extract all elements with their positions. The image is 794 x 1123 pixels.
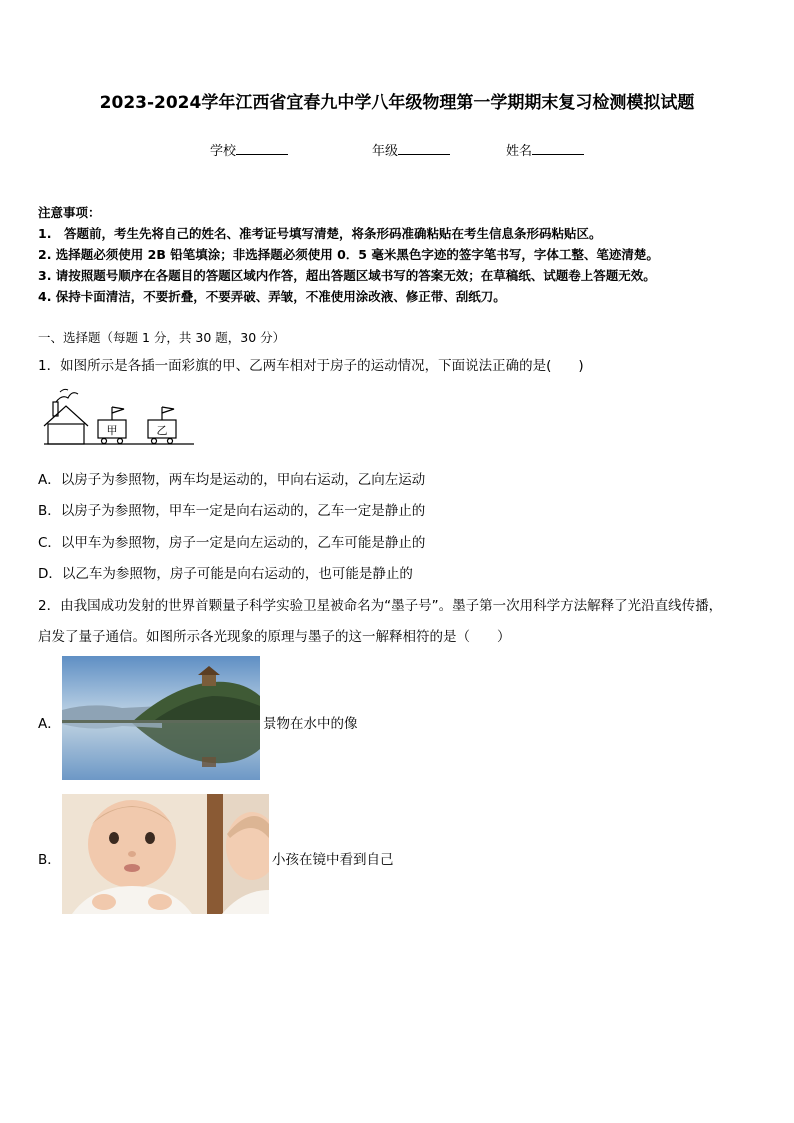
note-item: 4. 保持卡面清洁，不要折叠，不要弄破、弄皱，不准使用涂改液、修正带、刮纸刀。: [38, 289, 506, 304]
house-icon: [44, 389, 88, 444]
school-blank: [236, 142, 288, 155]
section-heading: 一、选择题（每题 1 分，共 30 题，30 分）: [38, 330, 286, 345]
q2-option-a-text: 景物在水中的像: [263, 716, 358, 732]
school-field: [210, 140, 288, 159]
question-1-stem: 1．如图所示是各插一面彩旗的甲、乙两车相对于房子的运动情况，下面说法正确的是( ): [38, 358, 584, 374]
lake-reflection-image: [62, 656, 260, 780]
q2-option-a-letter: A．: [38, 716, 61, 732]
note-item: 3. 请按照题号顺序在各题目的答题区域内作答，超出答题区域书写的答案无效；在草稿纸、试题卷上答题无效。: [38, 268, 656, 283]
note-item: 1. 答题前，考生先将自己的姓名、准考证号填写清楚，将条形码准确粘贴在考生信息条形码粘贴区。: [38, 226, 602, 241]
q1-option-b: B．以房子为参照物，甲车一定是向右运动的，乙车一定是静止的: [38, 503, 426, 519]
question-2-stem-line1: 2．由我国成功发射的世界首颗量子科学实验卫星被命名为“墨子号”。墨子第一次用科学方法解释了光沿直线传播，: [38, 598, 723, 614]
grade-blank: [398, 142, 450, 155]
q1-option-c: C．以甲车为参照物，房子一定是向左运动的，乙车可能是静止的: [38, 535, 426, 551]
car-a-label: 甲: [106, 424, 118, 437]
child-mirror-image: [62, 794, 269, 914]
q1-option-a: A．以房子为参照物，两车均是运动的，甲向右运动，乙向左运动: [38, 472, 426, 488]
school-label: 学校: [210, 144, 237, 159]
name-field: [506, 140, 584, 159]
notes-heading: 注意事项：: [38, 205, 101, 220]
question-2-stem-line2: 启发了量子通信。如图所示各光现象的原理与墨子的这一解释相符的是（ ）: [38, 629, 511, 645]
q2-option-b-letter: B．: [38, 852, 61, 868]
grade-label: 年级: [372, 144, 399, 159]
name-label: 姓名: [506, 144, 533, 159]
name-blank: [532, 142, 584, 155]
q1-option-d: D．以乙车为参照物，房子可能是向右运动的，也可能是静止的: [38, 566, 413, 582]
house-cars-figure: [42, 380, 197, 452]
exam-title: 2023-2024学年江西省宜春九中学八年级物理第一学期期末复习检测模拟试题: [99, 93, 695, 113]
q2-option-b-text: 小孩在镜中看到自己: [272, 852, 394, 868]
grade-field: [372, 140, 450, 159]
car-b-label: 乙: [156, 424, 168, 437]
note-item: 2. 选择题必须使用 2B 铅笔填涂；非选择题必须使用 0．5 毫米黑色字迹的签字笔书写，字体工整、笔迹清楚。: [38, 247, 659, 262]
